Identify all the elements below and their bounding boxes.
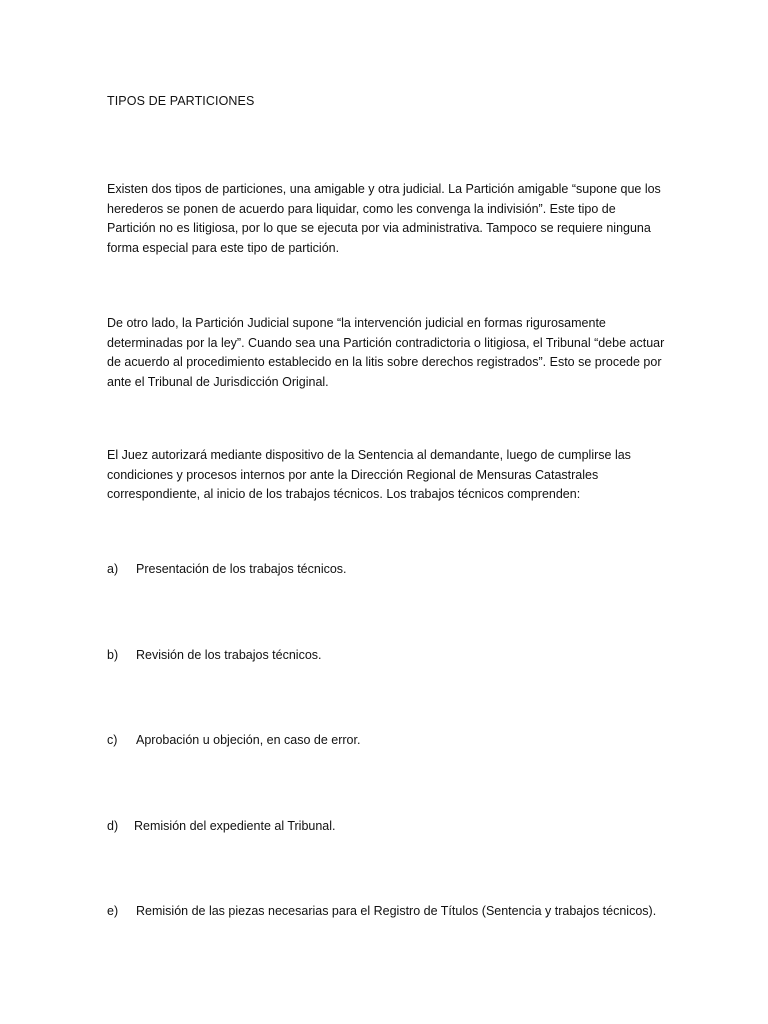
- list-item-e: [107, 904, 656, 918]
- list-marker: c): [107, 733, 118, 747]
- list-item-a: [107, 562, 347, 576]
- paragraph-trabajos-tecnicos: El Juez autorizará mediante dispositivo de la Sentencia al demandante, luego de cumplirse las condiciones y procesos internos por ante la Dirección Regional de Mensuras Catastrales correspondiente, al inicio de los trabajos técnicos. Los trabajos técnicos comprenden:: [107, 448, 631, 501]
- list-item-d: [107, 819, 336, 833]
- list-item-c: [107, 733, 360, 747]
- list-item-b: [107, 648, 322, 662]
- list-item-text: Remisión del expediente al Tribunal.: [134, 819, 336, 833]
- list-marker: a): [107, 562, 119, 576]
- list-marker: e): [107, 904, 119, 918]
- paragraph-amigable: Existen dos tipos de particiones, una amigable y otra judicial. La Partición amigable “supone que los herederos se ponen de acuerdo para liquidar, como les convenga la indivisión”. Este tipo de Partición no es litigiosa, por lo que se ejecuta por via administrativa. Tampoco se requiere ninguna forma especial para este tipo de partición.: [107, 182, 661, 255]
- list-item-text: Remisión de las piezas necesarias para el Registro de Títulos (Sentencia y trabajos técnicos).: [136, 904, 657, 918]
- paragraph-judicial: De otro lado, la Partición Judicial supone “la intervención judicial en formas rigurosamente determinadas por la ley”. Cuando sea una Partición contradictoria o litigiosa, el Tribunal “debe actuar de acuerdo al procedimiento establecido en la litis sobre derechos registrados”. Esto se procede por ante el Tribunal de Jurisdicción Original.: [107, 316, 665, 389]
- list-item-text: Revisión de los trabajos técnicos.: [136, 648, 322, 662]
- document-title: TIPOS DE PARTICIONES: [107, 94, 255, 108]
- list-marker: d): [107, 819, 119, 833]
- list-marker: b): [107, 648, 119, 662]
- list-item-text: Aprobación u objeción, en caso de error.: [136, 733, 361, 747]
- list-item-text: Presentación de los trabajos técnicos.: [136, 562, 347, 576]
